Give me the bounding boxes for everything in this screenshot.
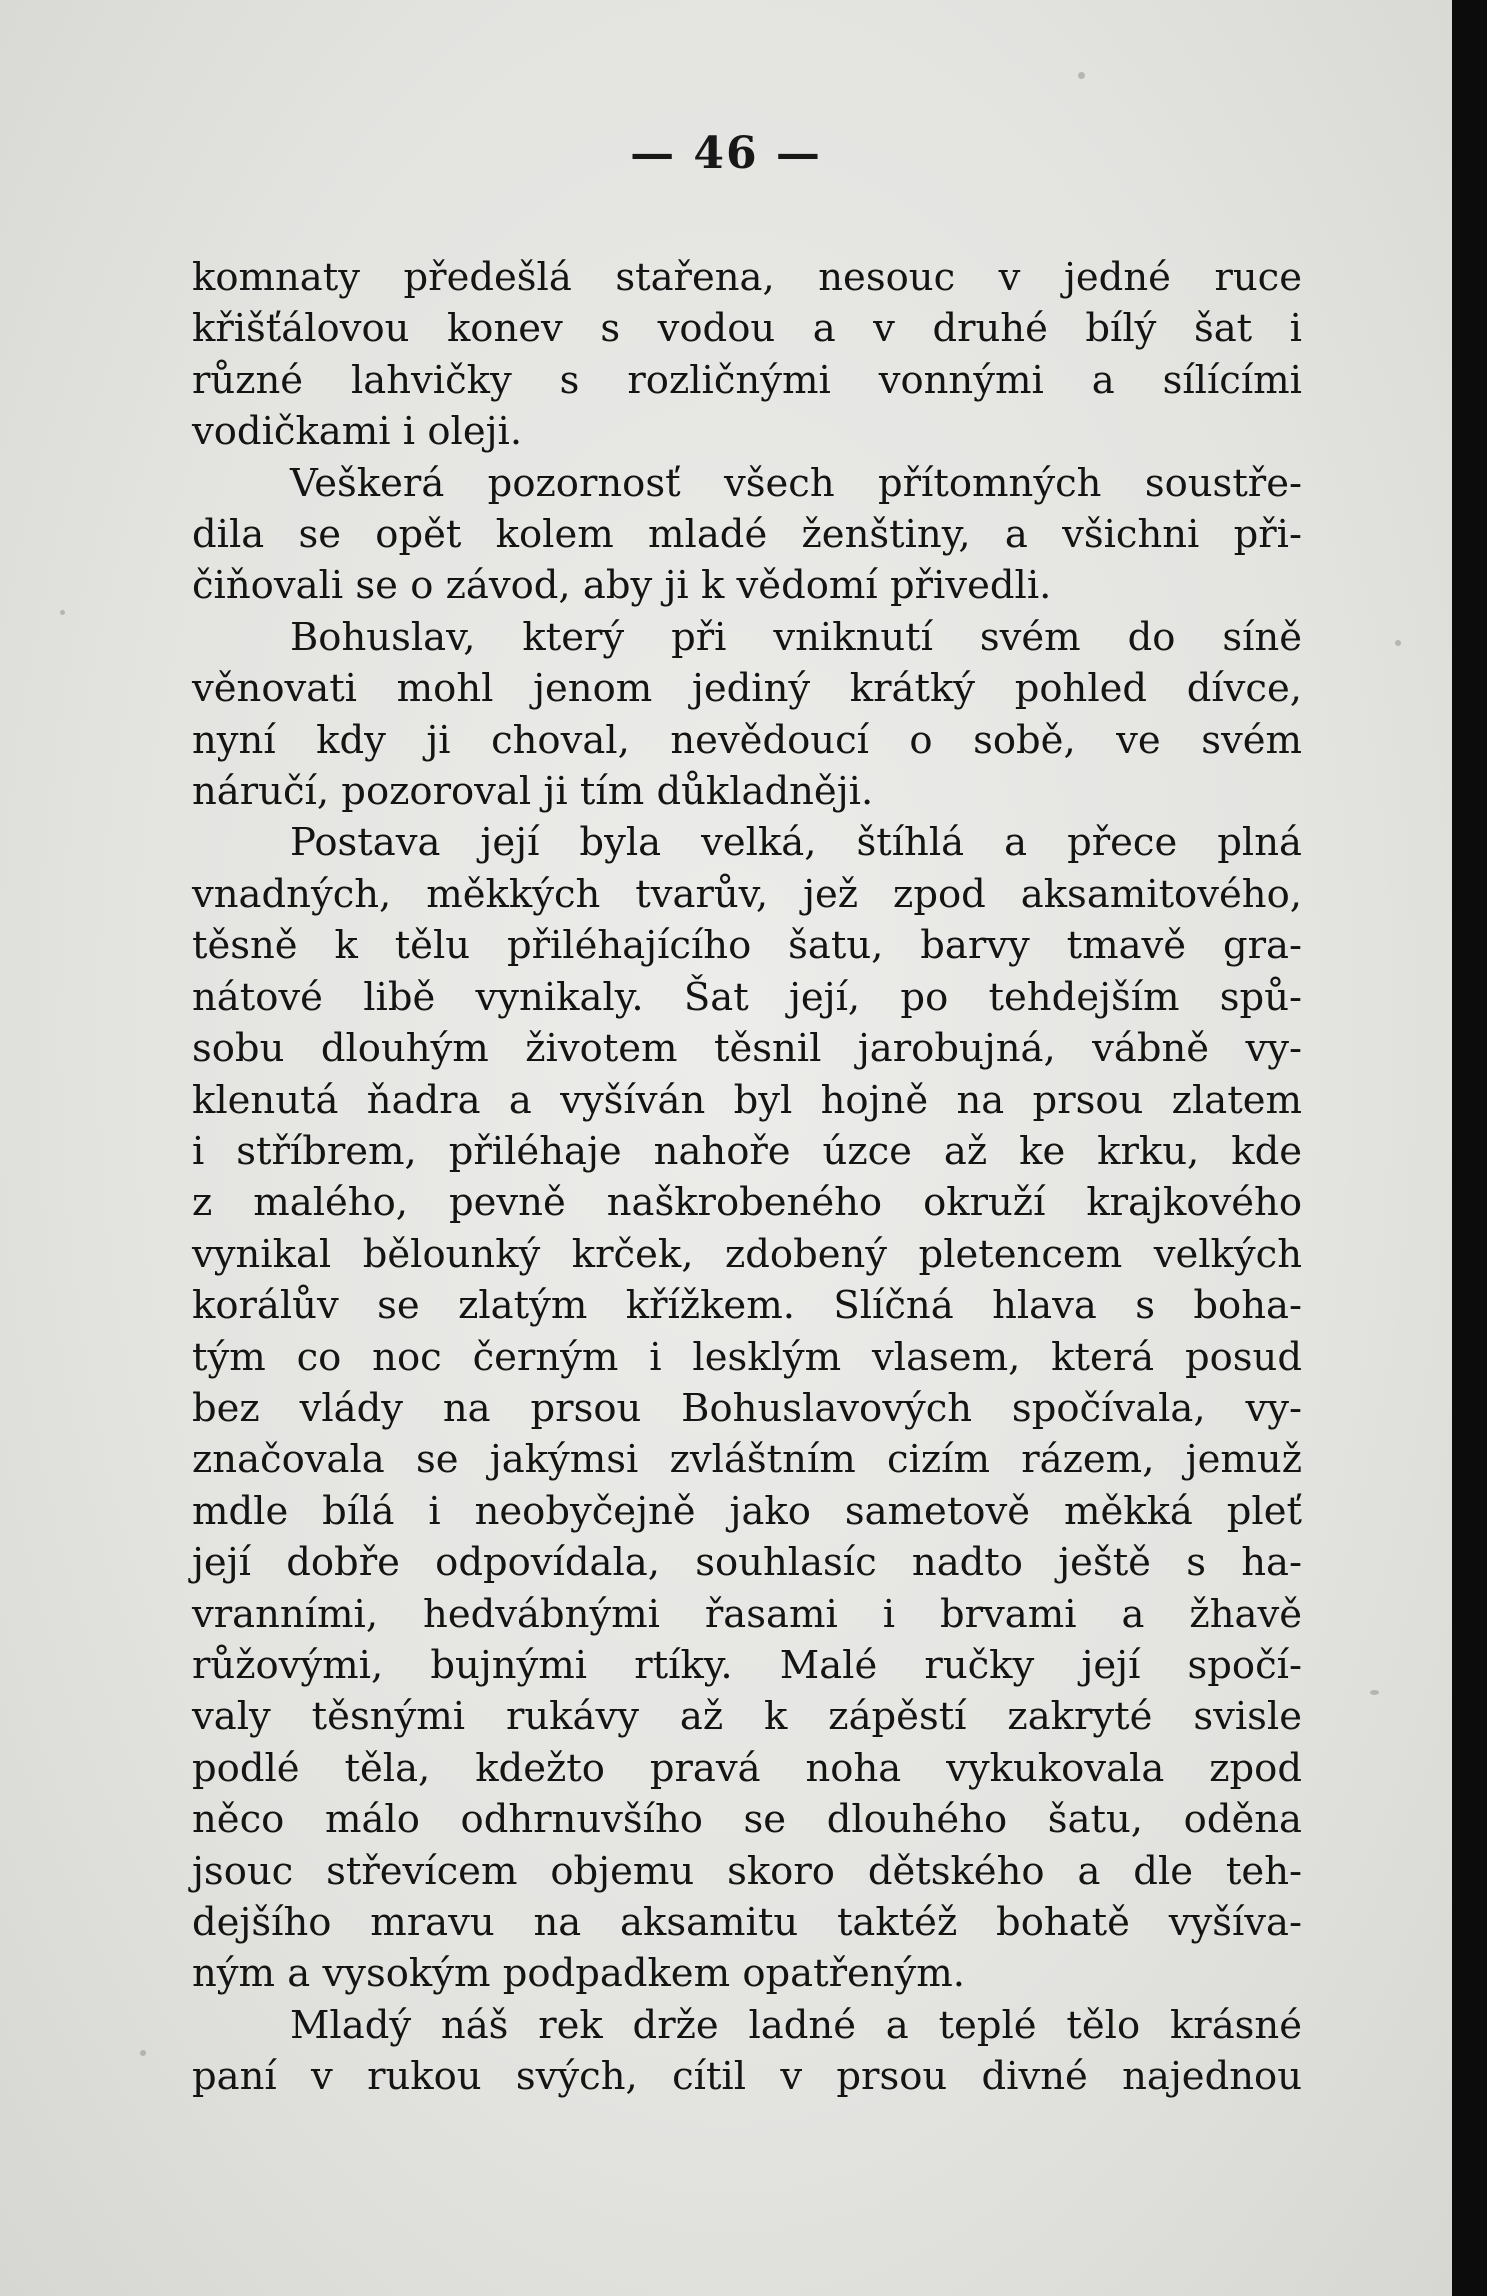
text-line: náručí, pozoroval ji tím důkladněji. xyxy=(192,769,874,815)
text-line: komnaty předešlá stařena, nesouc v jedné ruce xyxy=(192,255,1302,300)
dust-speck xyxy=(60,610,65,615)
text-line: Bohuslav, který při vniknutí svém do síně xyxy=(290,614,1302,660)
text-line: Veškerá pozornosť všech přítomných soustře- xyxy=(290,460,1302,506)
text-line: klenutá ňadra a vyšíván byl hojně na prsou zlatem xyxy=(192,1077,1302,1123)
text-line: jsouc střevícem objemu skoro dětského a dle teh- xyxy=(192,1848,1302,1894)
paragraph xyxy=(192,2000,1302,2103)
text-line: Postava její byla velká, štíhlá a přece plná xyxy=(290,820,1302,866)
text-line: křišťálovou konev s vodou a v druhé bílý šat i xyxy=(192,306,1302,352)
dust-speck xyxy=(1370,1690,1379,1695)
paragraph xyxy=(192,458,1302,612)
body-text xyxy=(192,252,1302,2103)
scan-edge xyxy=(1452,0,1487,2296)
paragraph xyxy=(192,612,1302,818)
text-line: podlé těla, kdežto pravá noha vykukovala zpod xyxy=(192,1745,1302,1791)
text-line: ným a vysokým podpadkem opatřeným. xyxy=(192,1951,966,1997)
text-line: těsně k tělu přiléhajícího šatu, barvy tmavě gra- xyxy=(192,923,1302,969)
paragraph xyxy=(192,817,1302,1999)
text-line: různé lahvičky s rozličnými vonnými a sílícími xyxy=(192,357,1302,403)
text-line: tým co noc černým i lesklým vlasem, která posud xyxy=(192,1334,1302,1380)
text-line: vnadných, měkkých tvarův, jež zpod aksamitového, xyxy=(192,871,1302,917)
text-line: mdle bílá i neobyčejně jako sametově měkká pleť xyxy=(192,1488,1302,1534)
text-line: čiňovali se o závod, aby ji k vědomí přivedli. xyxy=(192,563,1052,609)
text-line: z malého, pevně naškrobeného okruží krajkového xyxy=(192,1180,1302,1226)
text-line: značovala se jakýmsi zvláštním cizím rázem, jemuž xyxy=(192,1437,1302,1483)
text-line: vynikal bělounký krček, zdobený pletencem velkých xyxy=(192,1231,1302,1277)
text-line: něco málo odhrnuvšího se dlouhého šatu, oděna xyxy=(192,1797,1302,1843)
text-line: vodičkami i oleji. xyxy=(192,409,523,455)
text-line: její dobře odpovídala, souhlasíc nadto ještě s ha- xyxy=(192,1540,1302,1586)
text-line: nátové libě vynikaly. Šat její, po tehdejším spů- xyxy=(192,974,1302,1020)
page-number: — 46 — xyxy=(630,128,822,179)
text-line: dila se opět kolem mladé ženštiny, a všichni při- xyxy=(192,512,1302,558)
text-line: i stříbrem, přiléhaje nahoře úzce až ke krku, kde xyxy=(192,1128,1302,1174)
text-line: nyní kdy ji choval, nevědoucí o sobě, ve svém xyxy=(192,717,1302,763)
text-line: paní v rukou svých, cítil v prsou divné najednou xyxy=(192,2054,1302,2100)
dust-speck xyxy=(140,2050,146,2056)
text-line: Mladý náš rek drže ladné a teplé tělo krásné xyxy=(290,2002,1302,2048)
text-line: věnovati mohl jenom jediný krátký pohled dívce, xyxy=(192,666,1302,712)
text-line: bez vlády na prsou Bohuslavových spočívala, vy- xyxy=(192,1385,1302,1431)
text-line: vranními, hedvábnými řasami i brvami a žhavě xyxy=(192,1591,1302,1637)
dust-speck xyxy=(1395,640,1401,646)
text-line: dejšího mravu na aksamitu taktéž bohatě vyšíva- xyxy=(192,1900,1302,1945)
text-line: sobu dlouhým životem těsnil jarobujná, vábně vy- xyxy=(192,1026,1302,1072)
text-line: korálův se zlatým křížkem. Slíčná hlava s boha- xyxy=(192,1283,1302,1329)
dust-speck xyxy=(1078,72,1085,79)
text-line: valy těsnými rukávy až k zápěstí zakryté svisle xyxy=(192,1694,1302,1740)
paragraph xyxy=(192,252,1302,458)
text-line: růžovými, bujnými rtíky. Malé ručky její spočí- xyxy=(192,1642,1302,1688)
